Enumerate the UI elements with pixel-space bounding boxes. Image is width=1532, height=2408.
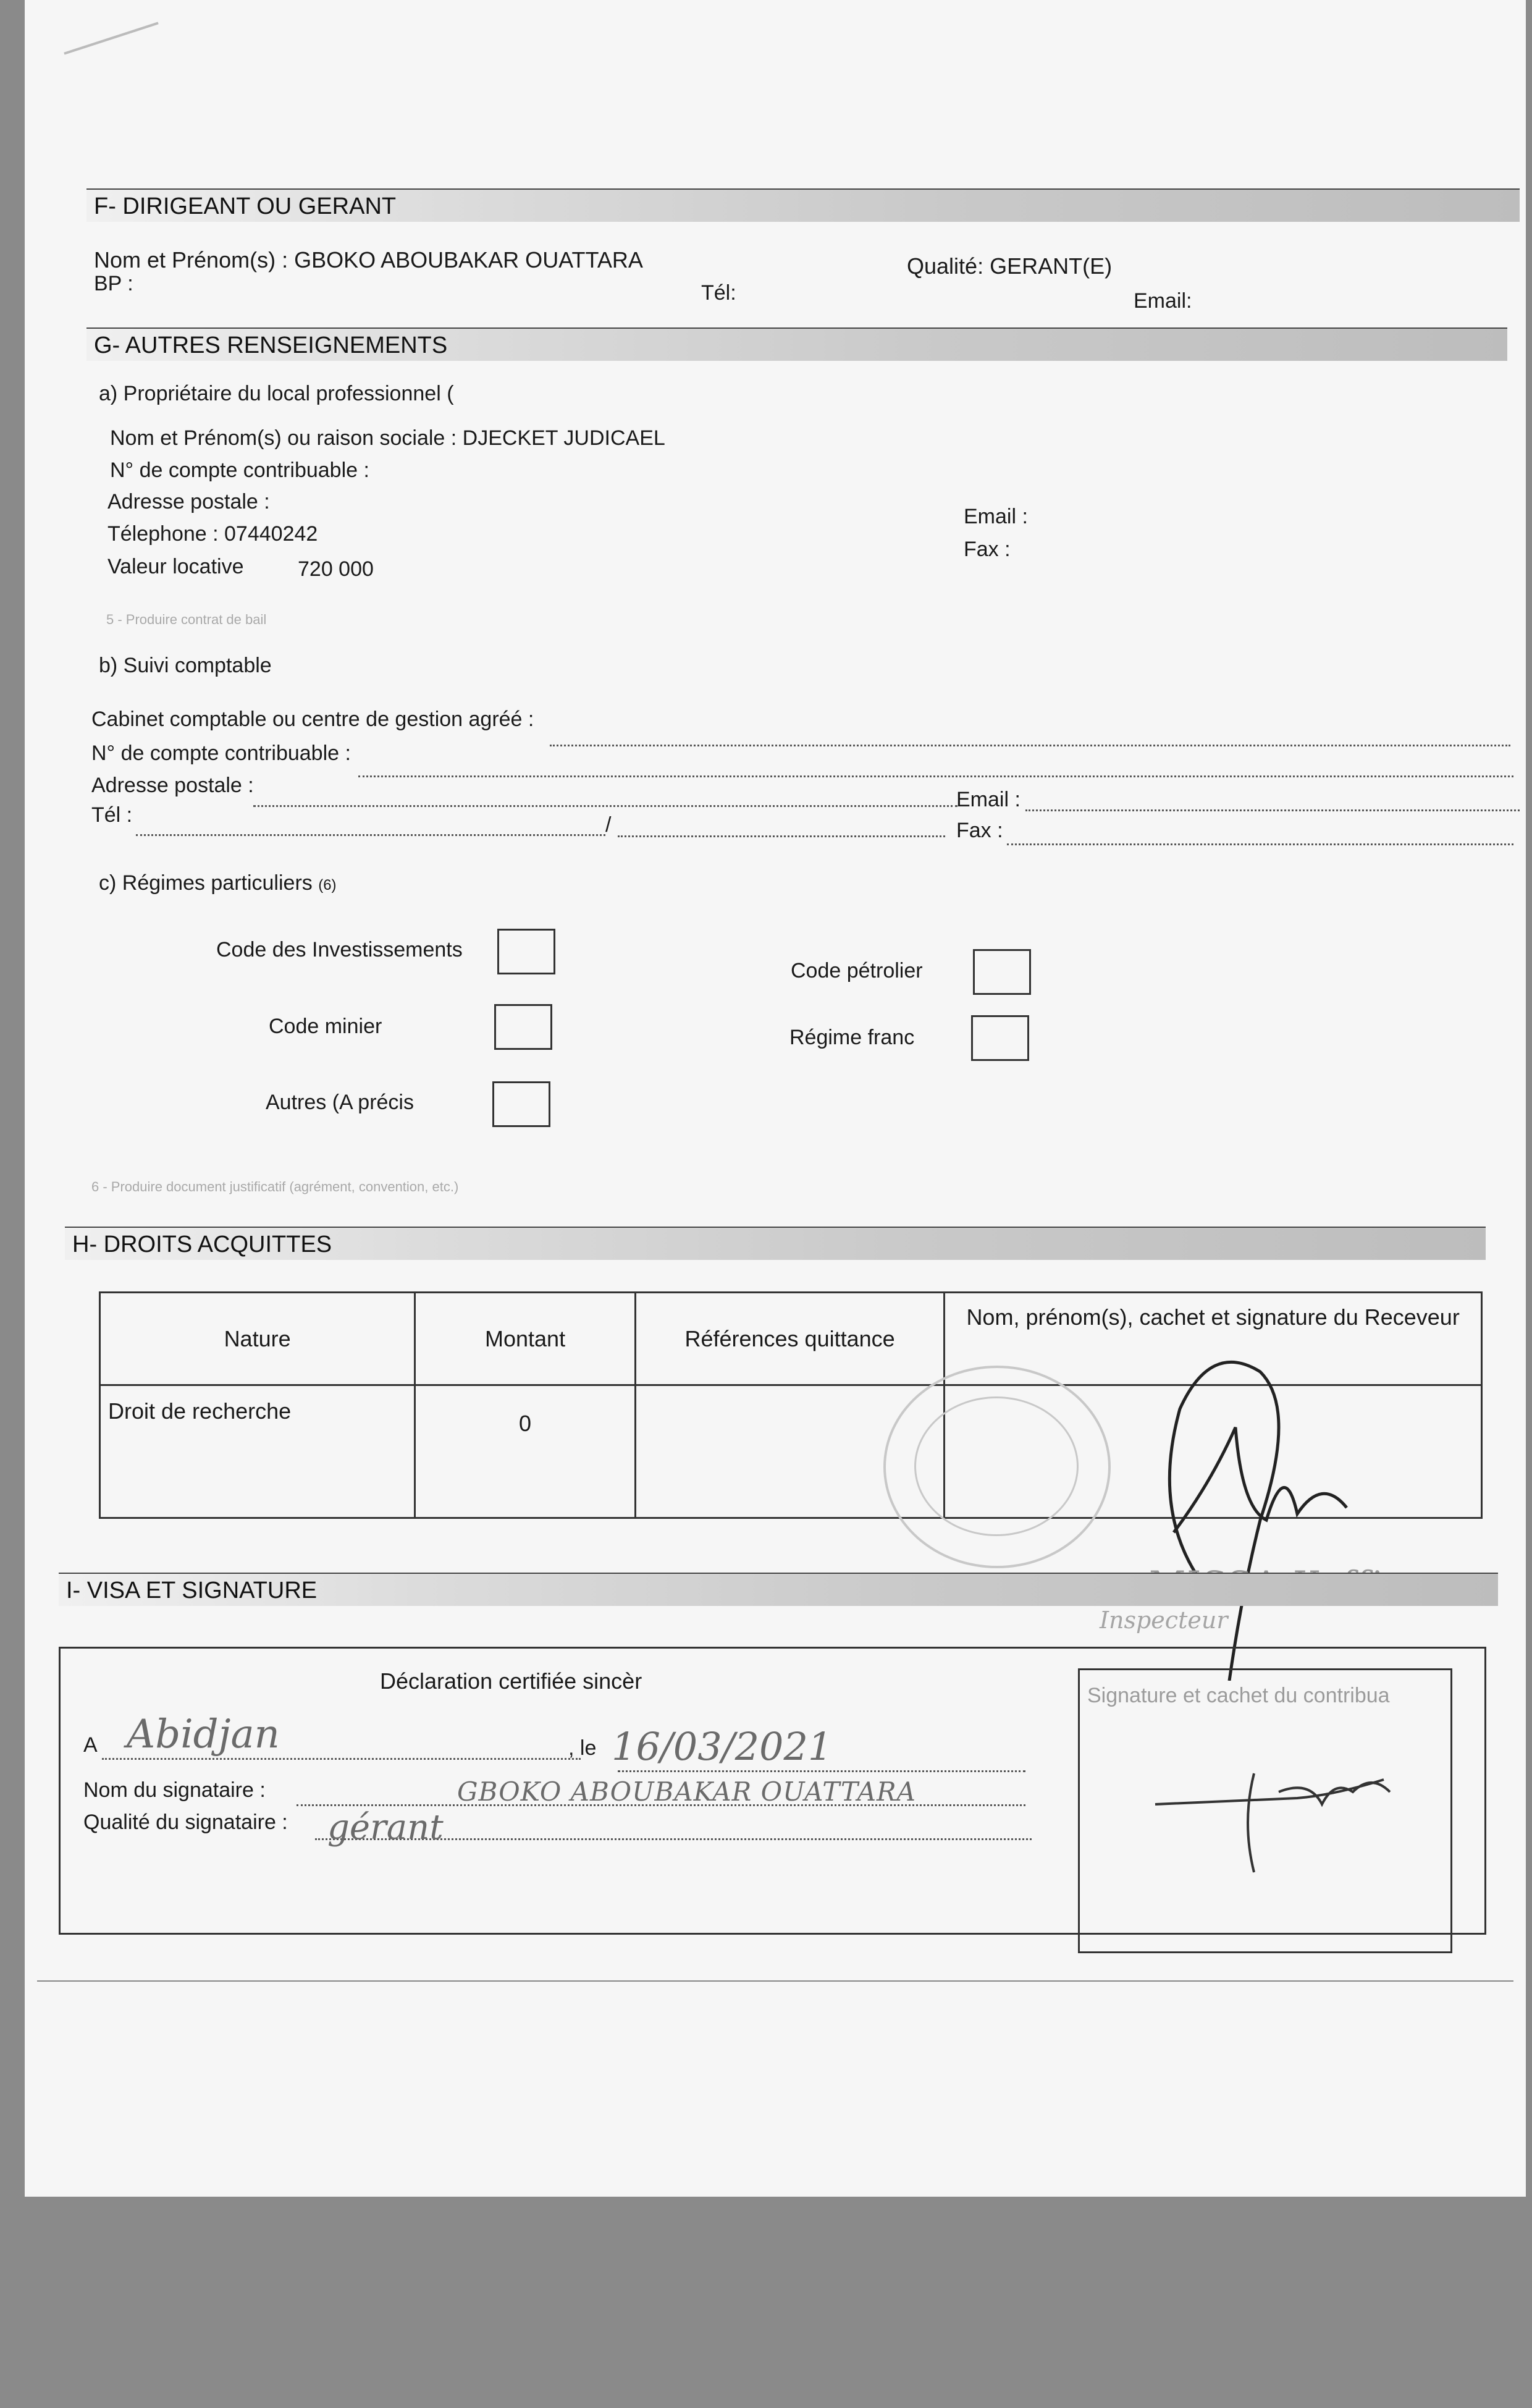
receveur-stamp-inner <box>914 1396 1079 1536</box>
regimes-note-ref: (6) <box>318 877 337 893</box>
regime-label-investissements: Code des Investissements <box>216 938 463 961</box>
dirigeant-email: Email: <box>1134 289 1192 313</box>
cabinet-label: Cabinet comptable ou centre de gestion agréé : <box>91 708 534 731</box>
regimes-title-text: c) Régimes particuliers <box>99 871 313 895</box>
dirigeant-qualite: Qualité: GERANT(E) <box>907 253 1113 279</box>
form-page <box>25 0 1526 2197</box>
contribuable-signature <box>1149 1755 1446 1878</box>
regime-label-petrolier: Code pétrolier <box>791 959 923 982</box>
b-tel-label: Tél : <box>91 803 133 827</box>
col-montant: Montant <box>415 1293 636 1385</box>
proprietaire-adresse: Adresse postale : <box>107 490 270 513</box>
b-adresse-label: Adresse postale : <box>91 774 254 797</box>
hand-lieu: Abidjan <box>127 1712 280 1757</box>
proprietaire-valeur: 720 000 <box>298 557 374 581</box>
justificatif-note: 6 - Produire document justificatif (agrément, convention, etc.) <box>91 1179 459 1194</box>
b-tel-slash: / <box>605 813 612 837</box>
suivi-comptable-title: b) Suivi comptable <box>99 654 272 677</box>
checkbox-code-investissements[interactable] <box>497 929 555 974</box>
section-f-title: F- DIRIGEANT OU GERANT <box>94 193 397 219</box>
lieu-field[interactable] <box>102 1758 581 1760</box>
col-nature: Nature <box>100 1293 415 1385</box>
checkbox-code-minier[interactable] <box>494 1004 552 1050</box>
b-fax-field[interactable] <box>1007 843 1513 845</box>
proprietaire-telephone: Télephone : 07440242 <box>107 522 318 546</box>
section-i-title: I- VISA ET SIGNATURE <box>66 1578 318 1603</box>
b-compte-field[interactable] <box>358 775 1513 777</box>
staple-mark <box>64 22 158 54</box>
b-tel2-field[interactable] <box>618 835 945 837</box>
col-receveur: Nom, prénom(s), cachet et signature du Receveur <box>945 1293 1482 1385</box>
b-email-field[interactable] <box>1025 809 1520 811</box>
qualite-signataire-label: Qualité du signataire : <box>83 1810 288 1834</box>
proprietaire-nom: Nom et Prénom(s) ou raison sociale : DJECKET JUDICAEL <box>110 426 665 450</box>
col-references: Références quittance <box>635 1293 944 1385</box>
section-g-title: G- AUTRES RENSEIGNEMENTS <box>94 332 448 358</box>
checkbox-autres[interactable] <box>492 1081 550 1127</box>
b-fax-label: Fax : <box>956 819 1003 842</box>
section-i-header <box>59 1573 1498 1606</box>
hand-qualite: gérant <box>327 1807 444 1848</box>
checkbox-regime-franc[interactable] <box>971 1015 1029 1061</box>
nom-signataire-label: Nom du signataire : <box>83 1778 266 1802</box>
b-email-label: Email : <box>956 788 1021 811</box>
b-tel-field[interactable] <box>136 834 605 836</box>
signature-cachet-label: Signature et cachet du contribua <box>1087 1684 1390 1707</box>
regime-label-franc: Régime franc <box>789 1026 915 1049</box>
section-g-header <box>86 327 1507 361</box>
bail-note: 5 - Produire contrat de bail <box>106 612 267 627</box>
regimes-title <box>99 871 337 895</box>
dirigeant-nom: Nom et Prénom(s) : GBOKO ABOUBAKAR OUATTARA <box>94 247 643 272</box>
hand-date: 16/03/2021 <box>612 1724 833 1769</box>
checkbox-code-petrolier[interactable] <box>973 949 1031 995</box>
cell-nature: Droit de recherche <box>100 1385 415 1518</box>
visa-a-label: A <box>83 1733 98 1757</box>
proprietaire-compte: N° de compte contribuable : <box>110 458 369 482</box>
b-compte-label: N° de compte contribuable : <box>91 741 351 765</box>
b-adresse-field[interactable] <box>253 805 958 807</box>
proprietaire-fax: Fax : <box>964 538 1011 561</box>
bottom-rule <box>37 1980 1513 1982</box>
hand-nom: GBOKO ABOUBAKAR OUATTARA <box>457 1776 917 1807</box>
section-h-header <box>65 1227 1486 1260</box>
proprietaire-title: a) Propriétaire du local professionnel ( <box>99 382 454 405</box>
section-f-header <box>86 188 1520 222</box>
cell-montant: 0 <box>415 1385 636 1518</box>
stamp-title: Inspecteur <box>1100 1607 1228 1634</box>
visa-le-label: , le <box>568 1736 597 1760</box>
proprietaire-valeur-label: Valeur locative <box>107 555 244 578</box>
dirigeant-tel: Tél: <box>701 281 736 305</box>
proprietaire-email: Email : <box>964 505 1028 528</box>
cabinet-field[interactable] <box>550 745 1510 746</box>
dirigeant-bp: BP : <box>94 272 133 295</box>
regime-label-autres: Autres (A précis <box>266 1091 414 1114</box>
section-h-title: H- DROITS ACQUITTES <box>72 1231 332 1257</box>
declaration-text: Déclaration certifiée sincèr <box>380 1668 642 1694</box>
date-field[interactable] <box>618 1770 1025 1772</box>
regime-label-minier: Code minier <box>269 1015 382 1038</box>
